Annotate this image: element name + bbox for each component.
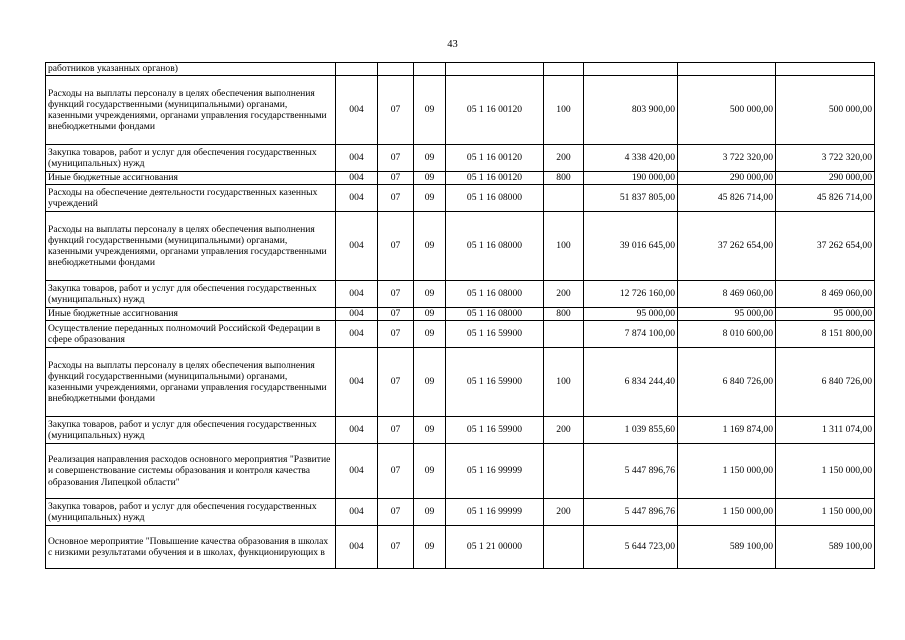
amount-year-2: 8 469 060,00 — [678, 281, 776, 308]
section-code: 07 — [378, 499, 414, 526]
amount-year-3: 1 311 074,00 — [776, 417, 875, 444]
table-row — [46, 145, 875, 172]
subsection-code: 09 — [414, 526, 446, 569]
grbs-code: 004 — [336, 526, 378, 569]
section-code: 07 — [378, 417, 414, 444]
amount-year-3: 95 000,00 — [776, 308, 875, 321]
amount-year-1: 95 000,00 — [584, 308, 678, 321]
amount-year-1: 5 447 896,76 — [584, 444, 678, 499]
amount-year-3: 8 151 800,00 — [776, 321, 875, 348]
subsection-code: 09 — [414, 321, 446, 348]
section-code: 07 — [378, 348, 414, 417]
table-row — [46, 417, 875, 444]
amount-year-2 — [678, 63, 776, 76]
target-article-code: 05 1 16 08000 — [446, 308, 544, 321]
amount-year-2: 6 840 726,00 — [678, 348, 776, 417]
table-row — [46, 63, 875, 76]
table-row — [46, 308, 875, 321]
subsection-code: 09 — [414, 308, 446, 321]
subsection-code: 09 — [414, 212, 446, 281]
subsection-code: 09 — [414, 444, 446, 499]
table-row — [46, 348, 875, 417]
target-article-code: 05 1 16 00120 — [446, 145, 544, 172]
section-code: 07 — [378, 281, 414, 308]
amount-year-3 — [776, 63, 875, 76]
amount-year-3: 500 000,00 — [776, 76, 875, 145]
section-code: 07 — [378, 76, 414, 145]
grbs-code: 004 — [336, 417, 378, 444]
row-name: Осуществление переданных полномочий Российской Федерации в сфере образования — [46, 321, 336, 348]
target-article-code: 05 1 16 08000 — [446, 185, 544, 212]
grbs-code: 004 — [336, 499, 378, 526]
grbs-code: 004 — [336, 145, 378, 172]
row-name: Закупка товаров, работ и услуг для обеспечения государственных (муниципальных) нужд — [46, 499, 336, 526]
grbs-code: 004 — [336, 348, 378, 417]
amount-year-3: 1 150 000,00 — [776, 499, 875, 526]
grbs-code: 004 — [336, 185, 378, 212]
amount-year-1 — [584, 63, 678, 76]
amount-year-2: 3 722 320,00 — [678, 145, 776, 172]
grbs-code: 004 — [336, 321, 378, 348]
amount-year-1: 803 900,00 — [584, 76, 678, 145]
target-article-code: 05 1 16 59900 — [446, 321, 544, 348]
amount-year-2: 1 150 000,00 — [678, 444, 776, 499]
target-article-code: 05 1 16 99999 — [446, 499, 544, 526]
amount-year-2: 500 000,00 — [678, 76, 776, 145]
expense-type-code: 200 — [544, 417, 584, 444]
expense-type-code: 100 — [544, 212, 584, 281]
subsection-code: 09 — [414, 417, 446, 444]
page-number: 43 — [447, 39, 458, 50]
expense-type-code: 800 — [544, 172, 584, 185]
amount-year-1: 39 016 645,00 — [584, 212, 678, 281]
row-name: работников указанных органов) — [46, 63, 336, 76]
subsection-code: 09 — [414, 348, 446, 417]
subsection-code: 09 — [414, 281, 446, 308]
amount-year-2: 37 262 654,00 — [678, 212, 776, 281]
subsection-code: 09 — [414, 499, 446, 526]
expense-type-code — [544, 185, 584, 212]
subsection-code: 09 — [414, 185, 446, 212]
table-row — [46, 212, 875, 281]
target-article-code: 05 1 16 59900 — [446, 348, 544, 417]
grbs-code: 004 — [336, 212, 378, 281]
budget-table — [45, 62, 875, 569]
subsection-code: 09 — [414, 172, 446, 185]
amount-year-2: 8 010 600,00 — [678, 321, 776, 348]
table-row — [46, 172, 875, 185]
subsection-code: 09 — [414, 145, 446, 172]
table-row — [46, 185, 875, 212]
amount-year-1: 5 447 896,76 — [584, 499, 678, 526]
amount-year-2: 95 000,00 — [678, 308, 776, 321]
amount-year-1: 12 726 160,00 — [584, 281, 678, 308]
target-article-code — [446, 63, 544, 76]
target-article-code: 05 1 16 59900 — [446, 417, 544, 444]
section-code: 07 — [378, 308, 414, 321]
amount-year-3: 37 262 654,00 — [776, 212, 875, 281]
row-name: Основное мероприятие "Повышение качества образования в школах с низкими результатами обучения и в школах, функционирующих в — [46, 526, 336, 569]
table-row — [46, 281, 875, 308]
grbs-code: 004 — [336, 172, 378, 185]
expense-type-code: 200 — [544, 499, 584, 526]
amount-year-1: 190 000,00 — [584, 172, 678, 185]
section-code: 07 — [378, 526, 414, 569]
amount-year-3: 589 100,00 — [776, 526, 875, 569]
section-code: 07 — [378, 185, 414, 212]
row-name: Расходы на обеспечение деятельности государственных казенных учреждений — [46, 185, 336, 212]
section-code: 07 — [378, 212, 414, 281]
row-name: Иные бюджетные ассигнования — [46, 172, 336, 185]
section-code: 07 — [378, 145, 414, 172]
section-code: 07 — [378, 321, 414, 348]
target-article-code: 05 1 16 08000 — [446, 212, 544, 281]
amount-year-2: 290 000,00 — [678, 172, 776, 185]
table-body — [46, 63, 875, 569]
amount-year-2: 45 826 714,00 — [678, 185, 776, 212]
row-name: Реализация направления расходов основного мероприятия "Развитие и совершенствование системы образования и контроля качества образования Липецкой области" — [46, 444, 336, 499]
expense-type-code — [544, 526, 584, 569]
grbs-code: 004 — [336, 76, 378, 145]
target-article-code: 05 1 16 00120 — [446, 172, 544, 185]
expense-type-code — [544, 63, 584, 76]
amount-year-1: 51 837 805,00 — [584, 185, 678, 212]
row-name: Закупка товаров, работ и услуг для обеспечения государственных (муниципальных) нужд — [46, 417, 336, 444]
grbs-code: 004 — [336, 444, 378, 499]
amount-year-3: 45 826 714,00 — [776, 185, 875, 212]
amount-year-3: 1 150 000,00 — [776, 444, 875, 499]
table-row — [46, 76, 875, 145]
amount-year-1: 7 874 100,00 — [584, 321, 678, 348]
expense-type-code: 100 — [544, 76, 584, 145]
section-code: 07 — [378, 444, 414, 499]
expense-type-code: 200 — [544, 281, 584, 308]
expense-type-code — [544, 321, 584, 348]
table-row — [46, 526, 875, 569]
row-name: Расходы на выплаты персоналу в целях обеспечения выполнения функций государственными (муниципальными) органами, казенными учреждениями, органами управления государственными внебюджетными фондами — [46, 212, 336, 281]
expense-type-code: 800 — [544, 308, 584, 321]
row-name: Иные бюджетные ассигнования — [46, 308, 336, 321]
target-article-code: 05 1 16 99999 — [446, 444, 544, 499]
table-row — [46, 321, 875, 348]
target-article-code: 05 1 16 00120 — [446, 76, 544, 145]
grbs-code — [336, 63, 378, 76]
amount-year-3: 6 840 726,00 — [776, 348, 875, 417]
amount-year-2: 589 100,00 — [678, 526, 776, 569]
row-name: Расходы на выплаты персоналу в целях обеспечения выполнения функций государственными (муниципальными) органами, казенными учреждениями, органами управления государственными внебюджетными фондами — [46, 76, 336, 145]
expense-type-code: 100 — [544, 348, 584, 417]
amount-year-1: 1 039 855,60 — [584, 417, 678, 444]
amount-year-2: 1 169 874,00 — [678, 417, 776, 444]
amount-year-3: 3 722 320,00 — [776, 145, 875, 172]
section-code — [378, 63, 414, 76]
target-article-code: 05 1 16 08000 — [446, 281, 544, 308]
section-code: 07 — [378, 172, 414, 185]
row-name: Расходы на выплаты персоналу в целях обеспечения выполнения функций государственными (муниципальными) органами, казенными учреждениями, органами управления государственными внебюджетными фондами — [46, 348, 336, 417]
amount-year-3: 8 469 060,00 — [776, 281, 875, 308]
amount-year-2: 1 150 000,00 — [678, 499, 776, 526]
subsection-code: 09 — [414, 76, 446, 145]
table-row — [46, 444, 875, 499]
grbs-code: 004 — [336, 281, 378, 308]
target-article-code: 05 1 21 00000 — [446, 526, 544, 569]
subsection-code — [414, 63, 446, 76]
table-row — [46, 499, 875, 526]
amount-year-1: 6 834 244,40 — [584, 348, 678, 417]
amount-year-1: 4 338 420,00 — [584, 145, 678, 172]
grbs-code: 004 — [336, 308, 378, 321]
expense-type-code: 200 — [544, 145, 584, 172]
expense-type-code — [544, 444, 584, 499]
amount-year-1: 5 644 723,00 — [584, 526, 678, 569]
row-name: Закупка товаров, работ и услуг для обеспечения государственных (муниципальных) нужд — [46, 281, 336, 308]
amount-year-3: 290 000,00 — [776, 172, 875, 185]
row-name: Закупка товаров, работ и услуг для обеспечения государственных (муниципальных) нужд — [46, 145, 336, 172]
